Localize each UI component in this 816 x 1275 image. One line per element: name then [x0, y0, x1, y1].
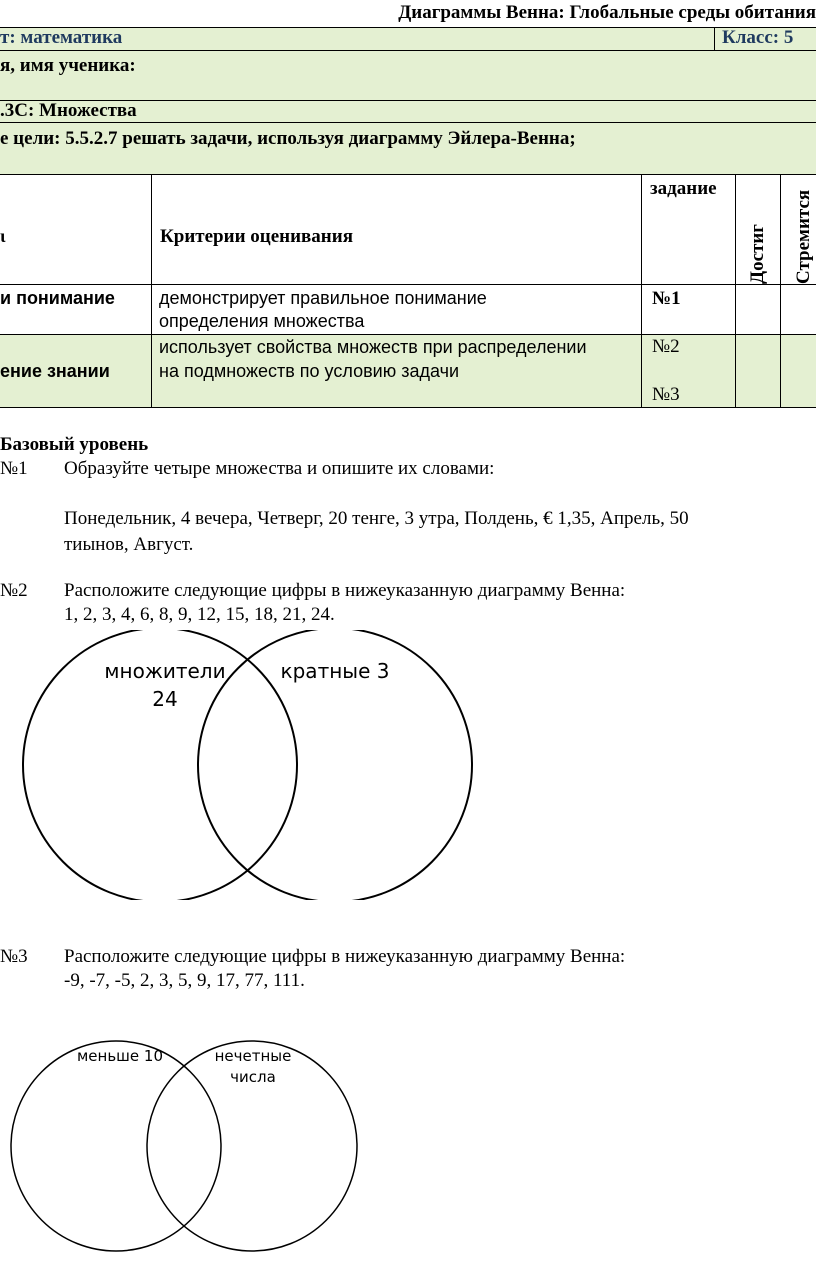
rule — [0, 284, 816, 285]
table-header-achieved: Достиг — [747, 224, 768, 284]
rule — [714, 27, 715, 50]
task2-numbers: 1, 2, 3, 4, 6, 8, 9, 12, 15, 18, 21, 24. — [64, 604, 335, 625]
venn1-left-label-line1: множители — [104, 659, 226, 683]
document-title: Диаграммы Венна: Глобальные среды обитания — [398, 2, 816, 23]
task2-instruction: Расположите следующие цифры в нижеуказанную диаграмму Венна: — [64, 580, 626, 601]
venn1-left-label-line2: 24 — [152, 687, 178, 711]
rule — [0, 50, 816, 51]
table-rule — [641, 174, 642, 407]
task1-items-line1: Понедельник, 4 вечера, Четверг, 20 тенге, 3 утра, Полдень, € 1,35, Апрель, 50 — [64, 508, 689, 529]
table-header-task: задание — [650, 178, 717, 199]
task3-numbers: -9, -7, -5, 2, 3, 5, 9, 17, 77, 111. — [64, 970, 305, 991]
venn2-left-label: меньше 10 — [76, 1047, 164, 1065]
row2-task-a: №2 — [652, 336, 680, 357]
row2-criteria-line2: на подмножеств по условию задачи — [159, 361, 460, 381]
venn-circle-left — [11, 1041, 221, 1251]
task2-number: №2 — [0, 580, 28, 601]
task1-instruction: Образуйте четыре множества и опишите их словами: — [64, 458, 495, 479]
rule — [0, 122, 816, 123]
task3-instruction: Расположите следующие цифры в нижеуказанную диаграмму Венна: — [64, 946, 626, 967]
task1-items-line2: тиынов, Август. — [64, 534, 194, 555]
venn2-right-label-line2: числа — [230, 1068, 276, 1086]
row1-criteria-line1: демонстрирует правильное понимание — [159, 288, 487, 308]
venn-diagram-task3 — [0, 1030, 816, 1275]
table-header-fragment: ι — [0, 226, 6, 246]
table-header-striving: Стремится — [793, 189, 814, 284]
rule — [0, 174, 816, 175]
row1-level: и понимание — [0, 288, 115, 308]
venn-diagram-task2 — [0, 630, 816, 900]
table-rule — [780, 174, 781, 407]
row2-task-b: №3 — [652, 384, 680, 405]
row1-task: №1 — [652, 288, 681, 309]
subject-label: т: математика — [0, 27, 123, 48]
student-name-label: я, имя ученика: — [0, 55, 136, 76]
row2-criteria-line1: использует свойства множеств при распределении — [159, 337, 587, 357]
grade-label: Класс: 5 — [722, 27, 794, 48]
table-header-criteria: Критерии оценивания — [160, 226, 353, 247]
table-rule — [151, 174, 152, 407]
learning-goals: е цели: 5.5.2.7 решать задачи, используя диаграмму Эйлера-Венна; — [0, 128, 576, 149]
level-heading: Базовый уровень — [0, 434, 149, 455]
row2-level: ение знании — [0, 361, 110, 381]
row1-criteria-line2: определения множества — [159, 311, 365, 331]
task3-number: №3 — [0, 946, 28, 967]
venn2-right-label-line1: нечетные — [214, 1047, 292, 1065]
venn1-right-label: кратные 3 — [280, 659, 390, 683]
rule — [0, 27, 816, 28]
section-label: .3С: Множества — [0, 100, 137, 121]
subject-band — [0, 27, 816, 50]
rule — [0, 407, 816, 408]
task1-number: №1 — [0, 458, 28, 479]
table-rule — [735, 174, 736, 407]
